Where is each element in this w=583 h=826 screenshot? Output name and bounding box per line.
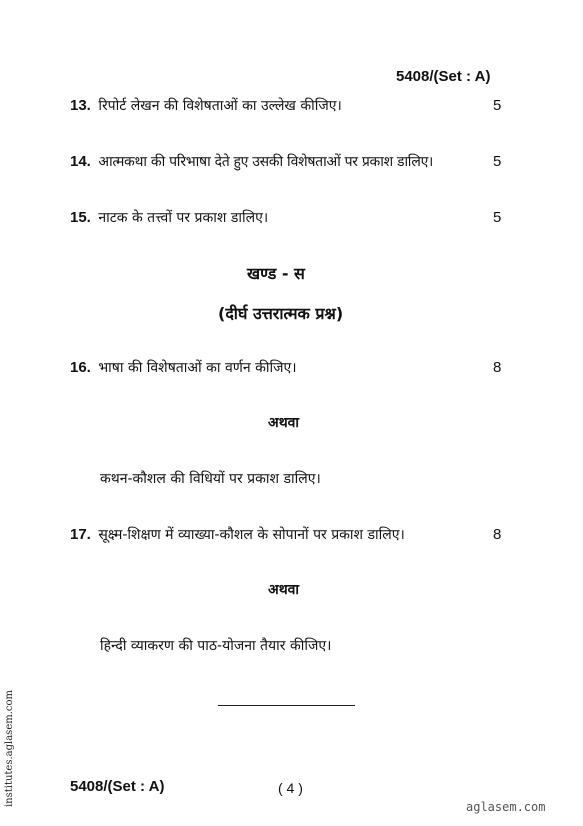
side-watermark: institutes.aglasem.com	[4, 690, 15, 808]
question-16	[70, 358, 297, 377]
question-text: भाषा की विशेषताओं का वर्णन कीजिए।	[98, 360, 297, 376]
question-14-marks: 5	[493, 153, 502, 170]
question-16-alternative: कथन-कौशल की विधियों पर प्रकाश डालिए।	[100, 471, 321, 487]
question-text: रिपोर्ट लेखन की विशेषताओं का उल्लेख कीजिए।	[98, 98, 342, 114]
question-number: 15.	[70, 209, 91, 226]
question-15-marks: 5	[493, 209, 502, 226]
end-rule	[218, 705, 355, 706]
question-17-alternative: हिन्दी व्याकरण की पाठ-योजना तैयार कीजिए।	[100, 638, 332, 654]
paper-code-footer: 5408/(Set : A)	[70, 778, 165, 795]
question-15	[70, 208, 268, 227]
paper-code-header: 5408/(Set : A)	[396, 68, 491, 85]
question-text: सूक्ष्म-शिक्षण में व्याख्या-कौशल के सोपानों पर प्रकाश डालिए।	[98, 527, 405, 543]
question-14	[70, 152, 433, 171]
or-label: अथवा	[268, 582, 300, 598]
question-17	[70, 525, 405, 544]
question-16-marks: 8	[493, 359, 502, 376]
question-number: 14.	[70, 153, 91, 170]
site-watermark: aglasem.com	[466, 800, 546, 814]
question-number: 16.	[70, 359, 91, 376]
question-number: 13.	[70, 97, 91, 114]
section-title: खण्ड - स	[247, 264, 305, 283]
or-label: अथवा	[268, 415, 300, 431]
question-text: नाटक के तत्त्वों पर प्रकाश डालिए।	[98, 210, 269, 226]
question-text: आत्मकथा की परिभाषा देते हुए उसकी विशेषताओं पर प्रकाश डालिए।	[98, 154, 434, 170]
question-13	[70, 96, 342, 115]
question-number: 17.	[70, 526, 91, 543]
question-13-marks: 5	[493, 97, 502, 114]
section-subtitle: (दीर्घ उत्तरात्मक प्रश्न)	[218, 304, 344, 323]
question-17-marks: 8	[493, 526, 502, 543]
page-number: ( 4 )	[278, 780, 303, 796]
